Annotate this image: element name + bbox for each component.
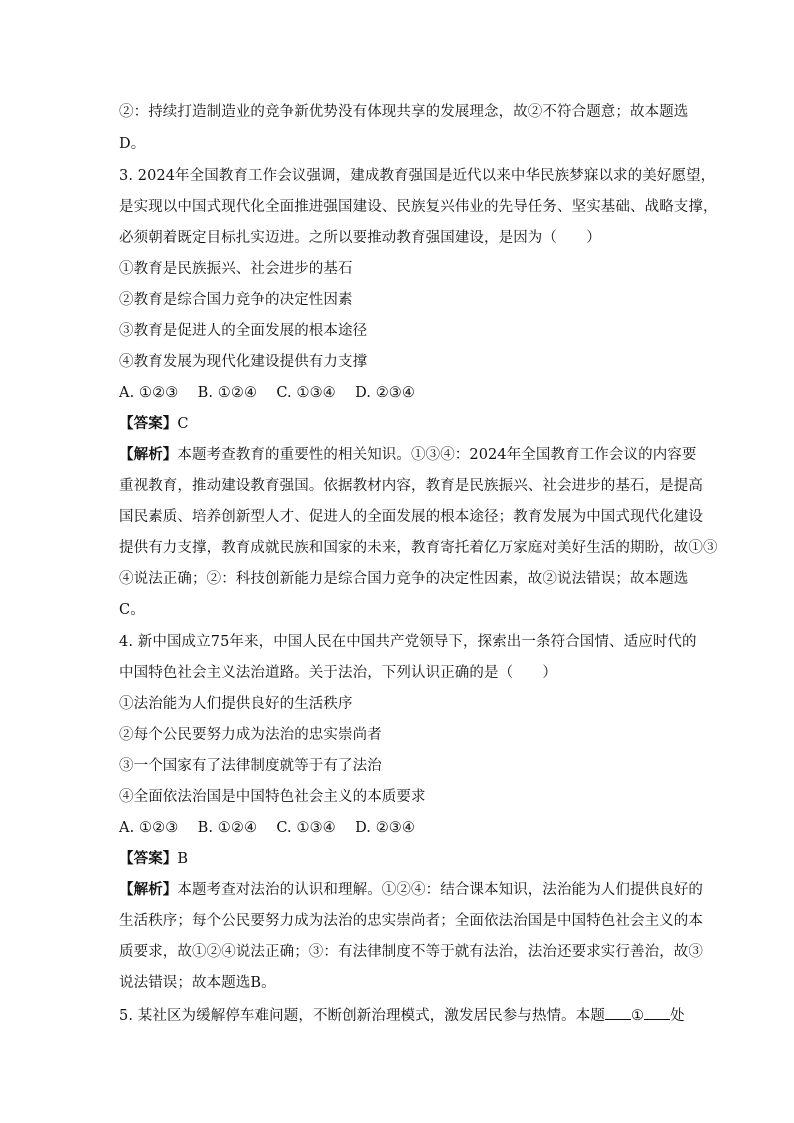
text-line — [119, 321, 679, 341]
line-text: 本题考查对法治的认识和理解。①②④：结合课本知识，法治能为人们提供良好的 — [177, 882, 704, 898]
line-text: 质要求，故①②④说法正确；③：有法律制度不等于就有法治，法治还要求实行善治，故③ — [119, 944, 703, 960]
text-line — [119, 228, 679, 248]
line-text: 中国特色社会主义法治道路。关于法治，下列认识正确的是（ ） — [119, 665, 557, 681]
text-line — [119, 880, 704, 900]
line-text: 4. 新中国成立75年来，中国人民在中国共产党领导下，探索出一条符合国情、适应时代的 — [119, 634, 697, 650]
section-label: 【答案】 — [119, 850, 178, 867]
text-line — [119, 787, 679, 807]
fill-blank — [644, 1005, 670, 1020]
text-line — [119, 973, 679, 993]
text-line — [119, 166, 716, 186]
line-text: ③教育是促进人的全面发展的根本途径 — [119, 323, 368, 339]
line-text: ③一个国家有了法律制度就等于有了法治 — [119, 758, 382, 774]
text-line — [119, 818, 679, 838]
text-line — [119, 383, 679, 403]
line-text: 5. 某社区为缓解停车难问题，不断创新治理模式，激发居民参与热情。本题 — [119, 1008, 605, 1024]
line-text: C — [177, 416, 189, 432]
line-text: ②每个公民要努力成为法治的忠实崇尚者 — [119, 727, 382, 743]
section-label: 【解析】 — [119, 446, 178, 463]
text-line — [119, 507, 703, 527]
text-line — [119, 290, 679, 310]
text-line-last — [119, 1005, 685, 1026]
line-text: 生活秩序；每个公民要努力成为法治的忠实崇尚者；全面依法治国是中国特色社会主义的本 — [119, 913, 703, 929]
line-text: 重视教育，推动建设教育强国。依据教材内容，教育是民族振兴、社会进步的基石，是提高 — [119, 478, 703, 494]
text-line — [119, 942, 703, 962]
text-line — [119, 538, 718, 558]
line-text: ④说法正确；②：科技创新能力是综合国力竞争的决定性因素，故②说法错误；故本题选 — [119, 571, 689, 587]
text-line — [119, 694, 679, 714]
line-text: C。 — [119, 602, 145, 618]
text-line — [119, 414, 679, 434]
line-text: D。 — [119, 136, 146, 152]
line-text: ④全面依法治国是中国特色社会主义的本质要求 — [119, 789, 426, 805]
text-line — [119, 102, 689, 122]
text-line — [119, 849, 679, 869]
line-text: 国民素质、培养创新型人才、促进人的全面发展的根本途径；教育发展为中国式现代化建设 — [119, 509, 703, 525]
line-text: ④教育发展为现代化建设提供有力支撑 — [119, 354, 368, 370]
line-text: A. ①②③ B. ①②④ C. ①③④ D. ②③④ — [119, 385, 416, 401]
text-line — [119, 632, 697, 652]
line-text: 本题考查教育的重要性的相关知识。①③④：2024年全国教育工作会议的内容要 — [177, 447, 697, 463]
text-line — [119, 663, 679, 683]
blank-marker: ① — [630, 1008, 645, 1024]
line-text: A. ①②③ B. ①②④ C. ①③④ D. ②③④ — [119, 820, 416, 836]
section-label: 【答案】 — [119, 415, 178, 432]
text-line — [119, 134, 679, 154]
text-line — [119, 476, 703, 496]
text-line — [119, 352, 679, 372]
text-line — [119, 600, 679, 620]
line-text: 处 — [670, 1008, 685, 1024]
text-line — [119, 197, 718, 217]
line-text: 是实现以中国式现代化全面推进强国建设、民族复兴伟业的先导任务、坚实基础、战略支撑， — [119, 199, 718, 215]
line-text: B — [177, 851, 189, 867]
line-text: ②：持续打造制造业的竞争新优势没有体现共享的发展理念，故②不符合题意；故本题选 — [119, 104, 689, 120]
text-line — [119, 569, 689, 589]
text-line — [119, 756, 679, 776]
line-text: ①法治能为人们提供良好的生活秩序 — [119, 696, 353, 712]
line-text: 必须朝着既定目标扎实迈进。之所以要推动教育强国建设，是因为（ ） — [119, 230, 601, 246]
text-line — [119, 445, 697, 465]
section-label: 【解析】 — [119, 881, 178, 898]
line-text: 3. 2024年全国教育工作会议强调，建成教育强国是近代以来中华民族梦寐以求的美好愿望， — [119, 168, 716, 184]
fill-blank — [605, 1005, 631, 1020]
line-text: 提供有力支撑，教育成就民族和国家的未来，教育寄托着亿万家庭对美好生活的期盼，故①③ — [119, 540, 718, 556]
line-text: ①教育是民族振兴、社会进步的基石 — [119, 261, 353, 277]
text-line — [119, 911, 703, 931]
line-text: 说法错误；故本题选B。 — [119, 975, 276, 991]
line-text: ②教育是综合国力竞争的决定性因素 — [119, 292, 353, 308]
text-line — [119, 725, 679, 745]
text-line — [119, 259, 679, 279]
